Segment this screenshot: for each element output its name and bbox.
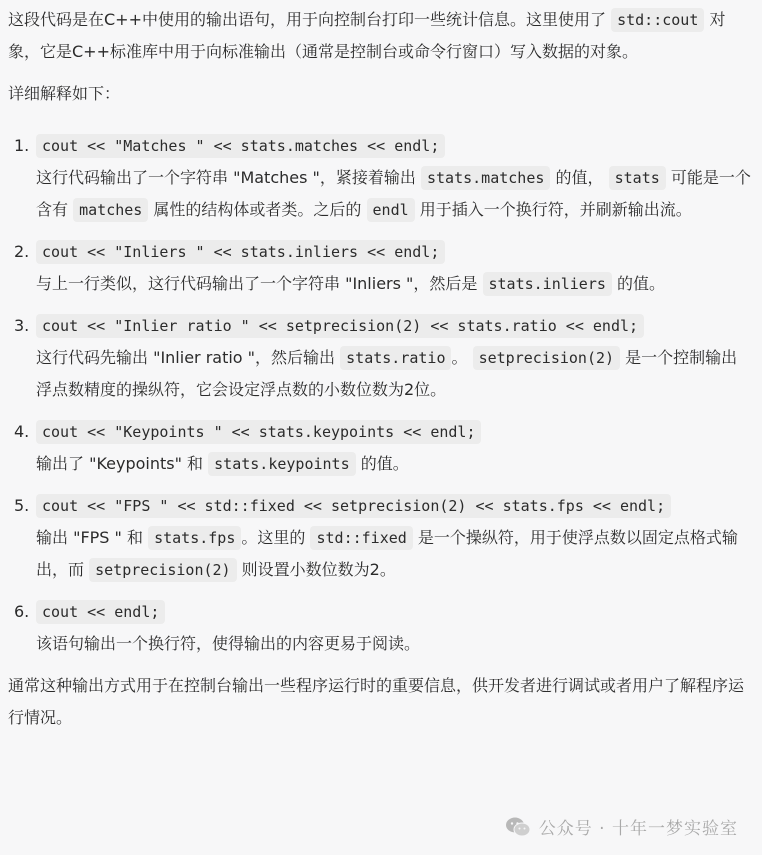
item-description: 输出了 "Keypoints" 和 stats.keypoints 的值。 bbox=[36, 448, 752, 480]
list-number: 6. bbox=[14, 602, 30, 621]
code-statement: cout << "Inliers " << stats.inliers << endl; bbox=[36, 240, 445, 264]
inline-code: setprecision(2) bbox=[473, 346, 620, 370]
summary-paragraph: 通常这种输出方式用于在控制台输出一些程序运行时的重要信息，供开发者进行调试或者用户了解程序运行情况。 bbox=[8, 676, 745, 727]
code-statement: cout << "FPS " << std::fixed << setprecision(2) << stats.fps << endl; bbox=[36, 494, 671, 518]
inline-code: stats.keypoints bbox=[208, 452, 355, 476]
wechat-icon bbox=[505, 816, 531, 838]
code-statement: cout << "Matches " << stats.matches << endl; bbox=[36, 134, 445, 158]
list-number: 4. bbox=[14, 422, 30, 441]
item-description: 该语句输出一个换行符，使得输出的内容更易于阅读。 bbox=[36, 634, 421, 653]
inline-code: stats.fps bbox=[148, 526, 241, 550]
list-item bbox=[8, 490, 752, 586]
list-item bbox=[8, 310, 752, 406]
list-number: 3. bbox=[14, 316, 30, 335]
watermark bbox=[505, 814, 738, 839]
item-description: 与上一行类似，这行代码输出了一个字符串 "Inliers "，然后是 stats.inliers 的值。 bbox=[36, 268, 752, 300]
inline-code: std::fixed bbox=[310, 526, 412, 550]
list-item bbox=[8, 236, 752, 300]
watermark-text: 公众号 · 十年一梦实验室 bbox=[538, 819, 738, 839]
list-item bbox=[8, 596, 752, 660]
item-description: 这行代码先输出 "Inlier ratio "，然后输出 stats.ratio 。 setprecision(2) 是一个控制输出浮点数精度的操纵符，它会设定浮点数的小数位数为2位。 bbox=[36, 348, 738, 399]
explanation-list bbox=[8, 130, 752, 660]
inline-code: stats.matches bbox=[421, 166, 550, 190]
inline-code: stats.inliers bbox=[483, 272, 612, 296]
list-number: 5. bbox=[14, 496, 30, 515]
code-statement: cout << "Keypoints " << stats.keypoints << endl; bbox=[36, 420, 481, 444]
intro-text-1: 这段代码是在C++中使用的输出语句，用于向控制台打印一些统计信息。这里使用了 bbox=[8, 10, 606, 29]
inline-code: std::cout bbox=[611, 8, 704, 32]
code-statement: cout << endl; bbox=[36, 600, 165, 624]
inline-code: matches bbox=[73, 198, 148, 222]
intro-paragraph bbox=[8, 4, 752, 68]
section-heading: 详细解释如下： bbox=[8, 84, 121, 103]
inline-code: stats bbox=[609, 166, 666, 190]
list-number: 1. bbox=[14, 136, 30, 155]
intro-text-2: 对象，它是C++标准库中用于向标准输出（通常是控制台或命令行窗口）写入数据的对象。 bbox=[8, 10, 726, 61]
list-item bbox=[8, 416, 752, 480]
item-description: 输出 "FPS " 和 stats.fps 。这里的 std::fixed 是一个操纵符，用于使浮点数以固定点格式输出，而 setprecision(2) 则设置小数位数为2。 bbox=[36, 522, 752, 586]
inline-code: stats.ratio bbox=[340, 346, 451, 370]
inline-code: setprecision(2) bbox=[89, 558, 236, 582]
item-description: 这行代码输出了一个字符串 "Matches "，紧接着输出 stats.matches 的值， stats 可能是一个含有 matches 属性的结构体或者类。之后的 endl 用于插入一个换行符，并刷新输出流。 bbox=[36, 162, 752, 226]
code-statement: cout << "Inlier ratio " << setprecision(2) << stats.ratio << endl; bbox=[36, 314, 644, 338]
list-item bbox=[8, 130, 752, 226]
list-number: 2. bbox=[14, 242, 30, 261]
inline-code: endl bbox=[367, 198, 415, 222]
